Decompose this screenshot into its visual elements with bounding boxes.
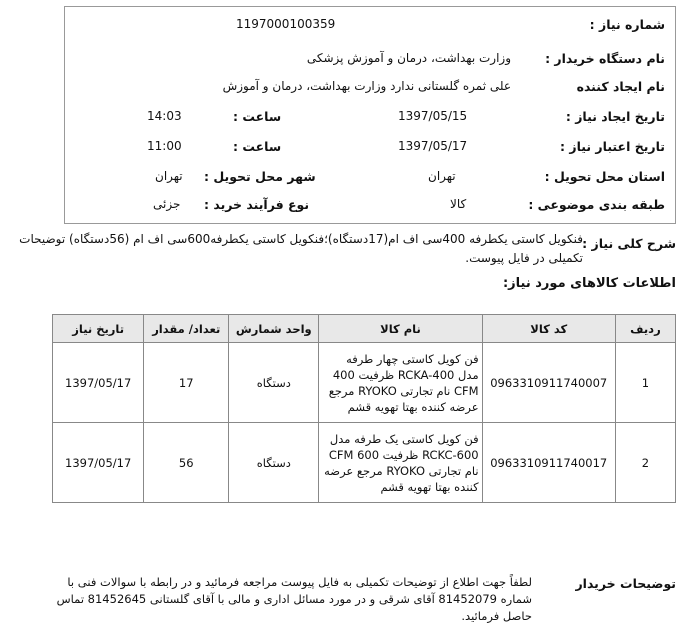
created-time-value: 14:03 <box>147 109 182 123</box>
item-code: 0963310911740017 <box>482 423 615 503</box>
description-text: فنکویل کاستی یکطرفه 400سی اف ام(17دستگاه)؛فنکویل کاستی یکطرفه600سی اف ام (56دستگاه) توضیحات تکمیلی در فایل پیوست. <box>19 232 583 265</box>
creator-row <box>65 75 675 103</box>
buyer-org-value: وزارت بهداشت، درمان و آموزش پزشکی <box>306 51 511 65</box>
valid-time-value: 11:00 <box>147 139 182 153</box>
item-date: 1397/05/17 <box>53 423 144 503</box>
creator-label: نام ایجاد کننده <box>576 79 665 94</box>
purchase-type-value: جزئی <box>153 197 181 211</box>
item-unit: دستگاه <box>229 343 319 423</box>
row-number: 1 <box>615 343 675 423</box>
creator-value: علی ثمره گلستانی ندارد وزارت بهداشت، درمان و آموزش <box>222 79 511 93</box>
header-unit: واحد شمارش <box>229 315 319 343</box>
buyer-notes-label: توضیحات خریدار <box>575 576 676 591</box>
table-row <box>53 343 676 423</box>
province-label: استان محل تحویل : <box>544 169 665 184</box>
city-value: تهران <box>155 169 183 183</box>
goods-section-title: اطلاعات کالاهای مورد نیاز: <box>502 276 676 291</box>
valid-date-value: 1397/05/17 <box>398 139 468 153</box>
valid-time-label: ساعت : <box>233 139 282 154</box>
header-name: نام کالا <box>319 315 482 343</box>
category-row <box>65 193 675 221</box>
goods-table <box>52 314 676 503</box>
item-qty: 56 <box>144 423 229 503</box>
category-value: کالا <box>450 197 467 211</box>
header-date: تاریخ نیاز <box>53 315 144 343</box>
province-value: تهران <box>428 169 456 183</box>
province-row <box>65 165 675 193</box>
created-date-label: تاریخ ایجاد نیاز : <box>565 109 665 124</box>
buyer-org-label: نام دستگاه خریدار : <box>545 51 665 66</box>
description-label: شرح کلی نیاز : <box>582 236 676 251</box>
item-name: فن کویل کاستی چهار طرفه مدل RCKA-400 ظرفیت 400 CFM نام تجارتی RYOKO مرجع عرضه کننده بهتا تهویه قشم <box>319 343 482 423</box>
goods-table-header <box>53 315 676 343</box>
created-time-label: ساعت : <box>233 109 282 124</box>
item-date: 1397/05/17 <box>53 343 144 423</box>
buyer-org-row <box>65 47 675 75</box>
row-number: 2 <box>615 423 675 503</box>
need-info-box <box>64 6 676 224</box>
item-unit: دستگاه <box>229 423 319 503</box>
header-row-no: ردیف <box>615 315 675 343</box>
created-date-row <box>65 105 675 133</box>
header-qty: تعداد/ مقدار <box>144 315 229 343</box>
purchase-type-label: نوع فرآیند خرید : <box>204 197 310 212</box>
table-row <box>53 423 676 503</box>
header-code: کد کالا <box>482 315 615 343</box>
need-number-value: 1197000100359 <box>236 17 336 31</box>
need-number-row <box>65 13 675 41</box>
item-name: فن کویل کاستی یک طرفه مدل RCKC-600 ظرفیت 600 CFM نام تجارتی RYOKO مرجع عرضه کننده بهتا تهویه قشم <box>319 423 482 503</box>
created-date-value: 1397/05/15 <box>398 109 468 123</box>
valid-date-label: تاریخ اعتبار نیاز : <box>560 139 665 154</box>
item-qty: 17 <box>144 343 229 423</box>
city-label: شهر محل تحویل : <box>204 169 316 184</box>
valid-date-row <box>65 135 675 163</box>
need-number-label: شماره نیاز : <box>589 17 665 32</box>
buyer-notes-text: لطفاً جهت اطلاع از توضیحات تکمیلی به فایل پیوست مراجعه فرمائید و در رابطه با سوالات فنی با شماره 81452079 آقای شرقی و در مورد مسائل اداری و مالی با آقای گلستانی 81452645 تماس حاصل فرمائید. <box>56 575 532 623</box>
item-code: 0963310911740007 <box>482 343 615 423</box>
category-label: طبقه بندی موضوعی : <box>528 197 665 212</box>
